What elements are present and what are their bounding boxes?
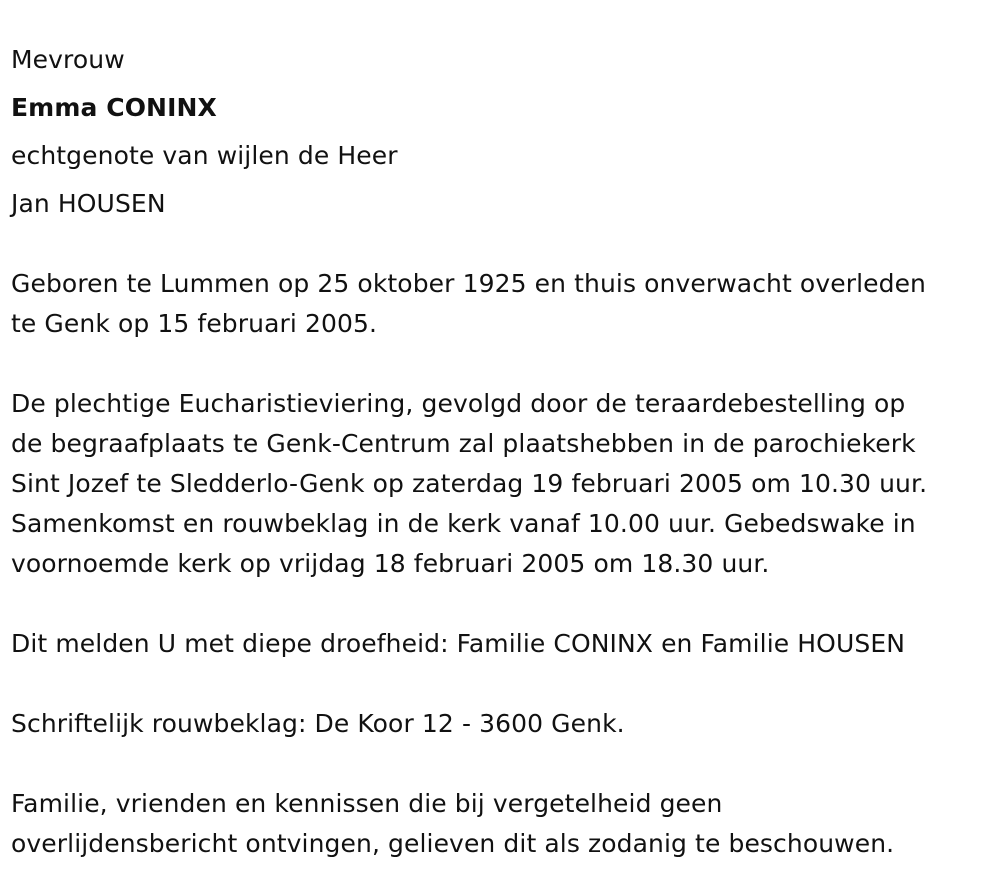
paragraph-line: Schriftelijk rouwbeklag: De Koor 12 - 3600 Genk. [11,709,625,738]
relation-text: echtgenote van wijlen de Heer [11,141,398,170]
obituary-document [11,36,991,864]
birth-death-paragraph [11,264,991,344]
paragraph-line: Dit melden U met diepe droefheid: Familie CONINX en Familie HOUSEN [11,629,906,658]
spouse-name: Jan HOUSEN [11,189,166,218]
condolence-address-paragraph [11,704,991,744]
title-prefix: Mevrouw [11,45,125,74]
paragraph-line: Samenkomst en rouwbeklag in de kerk vanaf 10.00 uur. Gebedswake in [11,509,916,538]
paragraph-line: overlijdensbericht ontvingen, gelieven dit als zodanig te beschouwen. [11,829,895,858]
announcement-paragraph [11,624,991,664]
paragraph-line: Sint Jozef te Sledderlo-Genk op zaterdag 19 februari 2005 om 10.30 uur. [11,469,928,498]
ceremony-paragraph [11,384,991,584]
paragraph-line: De plechtige Eucharistieviering, gevolgd door de teraardebestelling op [11,389,906,418]
paragraph-line: te Genk op 15 februari 2005. [11,309,378,338]
paragraph-line: de begraafplaats te Genk-Centrum zal plaatshebben in de parochiekerk [11,429,916,458]
notice-paragraph [11,784,991,864]
paragraph-line: Familie, vrienden en kennissen die bij vergetelheid geen [11,789,723,818]
paragraph-line: voornoemde kerk op vrijdag 18 februari 2005 om 18.30 uur. [11,549,770,578]
deceased-name: Emma CONINX [11,93,217,122]
paragraph-line: Geboren te Lummen op 25 oktober 1925 en thuis onverwacht overleden [11,269,926,298]
